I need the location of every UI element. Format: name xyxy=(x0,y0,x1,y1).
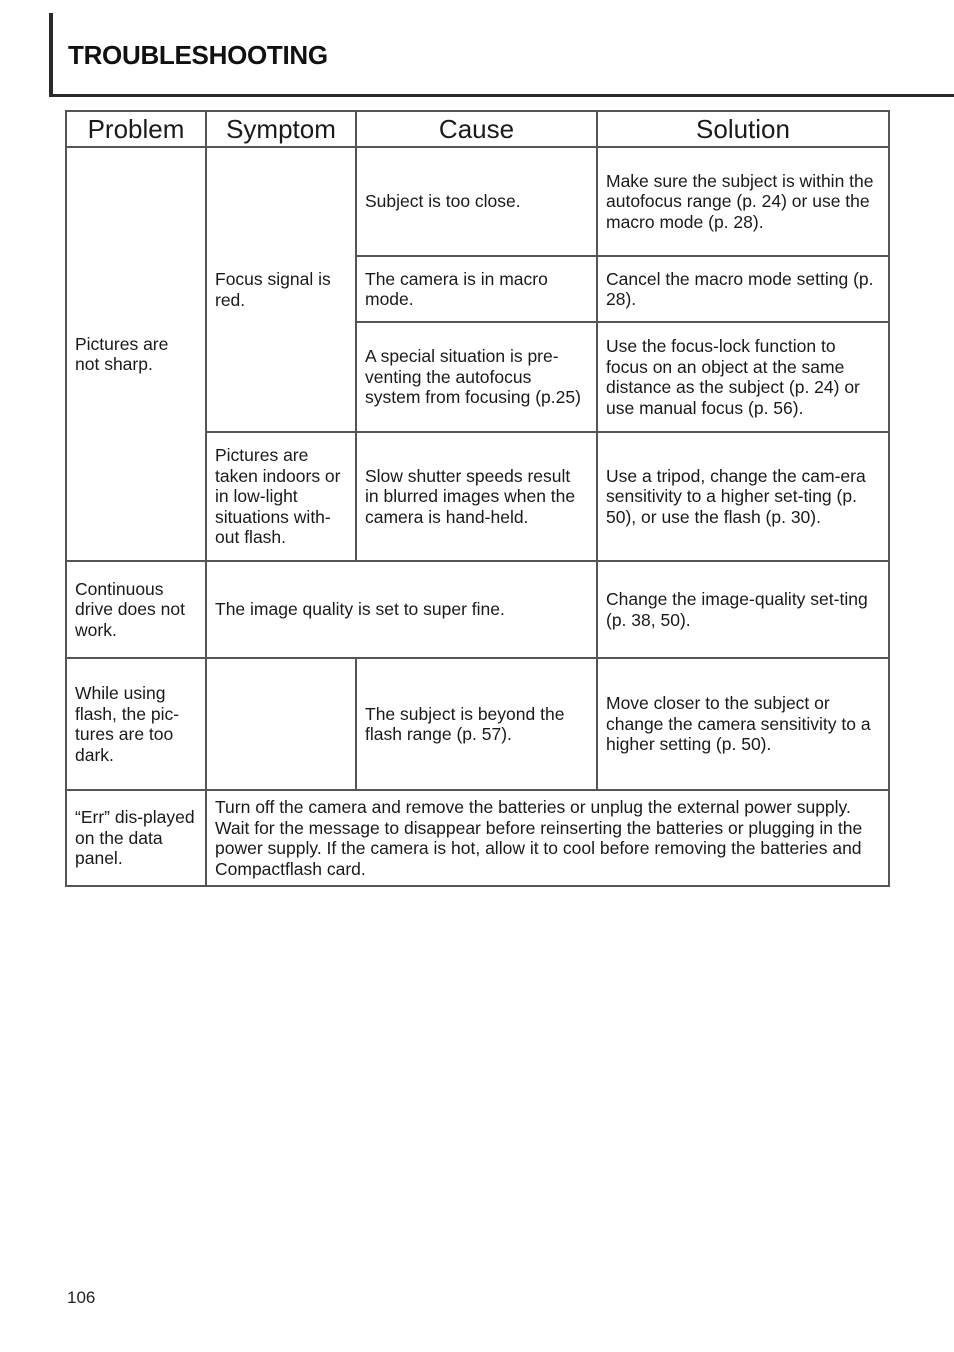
cause-cell: The subject is beyond the flash range (p. 57). xyxy=(356,658,597,790)
problem-cell: “Err” dis-played on the data panel. xyxy=(66,790,206,886)
problem-cell: Continuous drive does not work. xyxy=(66,561,206,658)
solution-cell: Change the image-quality set-ting (p. 38, 50). xyxy=(597,561,889,658)
cause-cell: The camera is in macro mode. xyxy=(356,256,597,322)
cause-cell: Slow shutter speeds result in blurred images when the camera is hand-held. xyxy=(356,432,597,561)
table-row xyxy=(66,790,889,886)
problem-cell: Pictures are not sharp. xyxy=(66,147,206,561)
header-symptom: Symptom xyxy=(206,111,356,147)
symptom-cell: Pictures are taken indoors or in low-light situations with-out flash. xyxy=(206,432,356,561)
symptom-cell xyxy=(206,658,356,790)
table-row xyxy=(66,561,889,658)
header-cause: Cause xyxy=(356,111,597,147)
header-problem: Problem xyxy=(66,111,206,147)
cause-cell: Subject is too close. xyxy=(356,147,597,256)
solution-cell: Use a tripod, change the cam-era sensitivity to a higher set-ting (p. 50), or use the flash (p. 30). xyxy=(597,432,889,561)
solution-cell: Cancel the macro mode setting (p. 28). xyxy=(597,256,889,322)
problem-cell: While using flash, the pic-tures are too dark. xyxy=(66,658,206,790)
table-row xyxy=(66,658,889,790)
header-solution: Solution xyxy=(597,111,889,147)
page-title: TROUBLESHOOTING xyxy=(68,40,328,70)
header-horizontal-rule xyxy=(49,94,954,97)
solution-cell: Turn off the camera and remove the batteries or unplug the external power supply. Wait for the message to disappear before reinserting the batteries or plugging in the power supply. If the camera is hot, allow it to cool before removing the batteries and Compactflash card. xyxy=(206,790,889,886)
cause-cell: The image quality is set to super fine. xyxy=(206,561,597,658)
table-row xyxy=(66,147,889,256)
page-number: 106 xyxy=(67,1288,96,1307)
cause-cell: A special situation is pre-venting the autofocus system from focusing (p.25) xyxy=(356,322,597,432)
solution-cell: Make sure the subject is within the autofocus range (p. 24) or use the macro mode (p. 28). xyxy=(597,147,889,256)
symptom-cell: Focus signal is red. xyxy=(206,147,356,432)
table-header-row xyxy=(66,111,889,147)
solution-cell: Move closer to the subject or change the camera sensitivity to a higher setting (p. 50). xyxy=(597,658,889,790)
troubleshooting-table xyxy=(65,110,890,887)
solution-cell: Use the focus-lock function to focus on an object at the same distance as the subject (p. 24) or use manual focus (p. 56). xyxy=(597,322,889,432)
header-vertical-rule xyxy=(49,13,53,97)
